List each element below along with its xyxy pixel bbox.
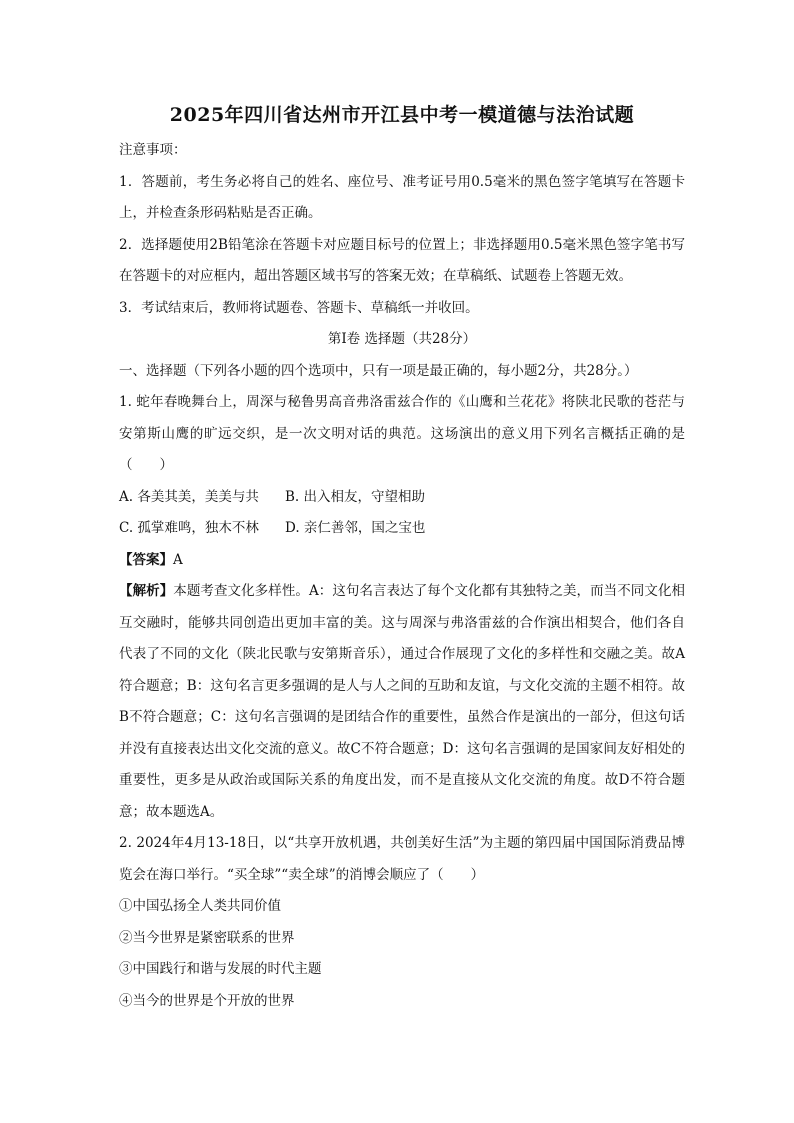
notice-heading: 注意事项： xyxy=(119,142,187,158)
question-1-options-row-1 xyxy=(119,482,685,514)
question-1-analysis xyxy=(119,576,685,828)
option-a: A. 各美其美，美美与共 xyxy=(119,488,259,505)
page-title: 2025年四川省达州市开江县中考一模道德与法治试题 xyxy=(169,104,635,126)
answer-value: A xyxy=(173,551,183,568)
option-d: D. 亲仁善邻，国之宝也 xyxy=(285,520,426,536)
question-1-answer xyxy=(119,545,685,577)
question-2-stem: 2. 2024年4月13-18日，以“共享开放机遇，共创美好生活”为主题的第四届中国国际消费品博览会在海口举行。“买全球”“卖全球”的消博会顺应了（ ） xyxy=(119,835,685,883)
section-title: 第Ⅰ卷 选择题（共28分） xyxy=(327,331,477,347)
part-heading: 一、选择题（下列各小题的四个选项中，只有一项是最正确的，每小题2分，共28分。） xyxy=(119,362,638,379)
exam-page xyxy=(119,101,685,1017)
question-2-item-4: ④当今的世界是个开放的世界 xyxy=(119,992,295,1009)
option-b: B. 出入相友，守望相助 xyxy=(285,488,426,505)
notice-item-3: 3．考试结束后，教师将试题卷、答题卡、草稿纸一并收回。 xyxy=(119,299,479,316)
analysis-tag: 【解析】 xyxy=(119,583,174,599)
question-2-item-1: ①中国弘扬全人类共同价值 xyxy=(119,898,281,914)
answer-tag: 【答案】 xyxy=(119,551,173,568)
question-1-stem: 1. 蛇年春晚舞台上，周深与秘鲁男高音弗洛雷兹合作的《山鹰和兰花花》将陕北民歌的苍茫与安第斯山鹰的旷远交织，是一次文明对话的典范。这场演出的意义用下列名言概括正确的是（ ） xyxy=(119,394,685,473)
question-2-item-3: ③中国践行和谐与发展的时代主题 xyxy=(119,961,322,977)
question-1-options-row-2 xyxy=(119,513,685,545)
option-c: C. 孤掌难鸣，独木不林 xyxy=(119,520,259,536)
notice-item-1: 1．答题前，考生务必将自己的姓名、座位号、准考证号用0.5毫米的黑色签字笔填写在答题卡上，并检查条形码粘贴是否正确。 xyxy=(119,173,685,221)
notice-item-2: 2．选择题使用2B铅笔涂在答题卡对应题目标号的位置上；非选择题用0.5毫米黑色签字笔书写在答题卡的对应框内，超出答题区域书写的答案无效；在草稿纸、试题卷上答题无效。 xyxy=(119,236,685,284)
analysis-text: 本题考查文化多样性。A：这句名言表达了每个文化都有其独特之美，而当不同文化相互交融时，能够共同创造出更加丰富的美。这与周深与弗洛雷兹的合作演出相契合，他们各自代表了不同的文化（陕北民歌与安第斯音乐），通过合作展现了文化的多样性和交融之美。故A符合题意；B：这句名言更多强调的是人与人之间的互助和友谊，与文化交流的主题不相符。故B不符合题意；C：这句名言强调的是团结合作的重要性，虽然合作是演出的一部分，但这句话并没有直接表达出文化交流的意义。故C不符合题意；D：这句名言强调的是国家间友好相处的重要性，更多是从政治或国际关系的角度出发，而不是直接从文化交流的角度。故D不符合题意；故本题选A。 xyxy=(119,583,686,820)
question-2-item-2: ②当今世界是紧密联系的世界 xyxy=(119,929,295,946)
